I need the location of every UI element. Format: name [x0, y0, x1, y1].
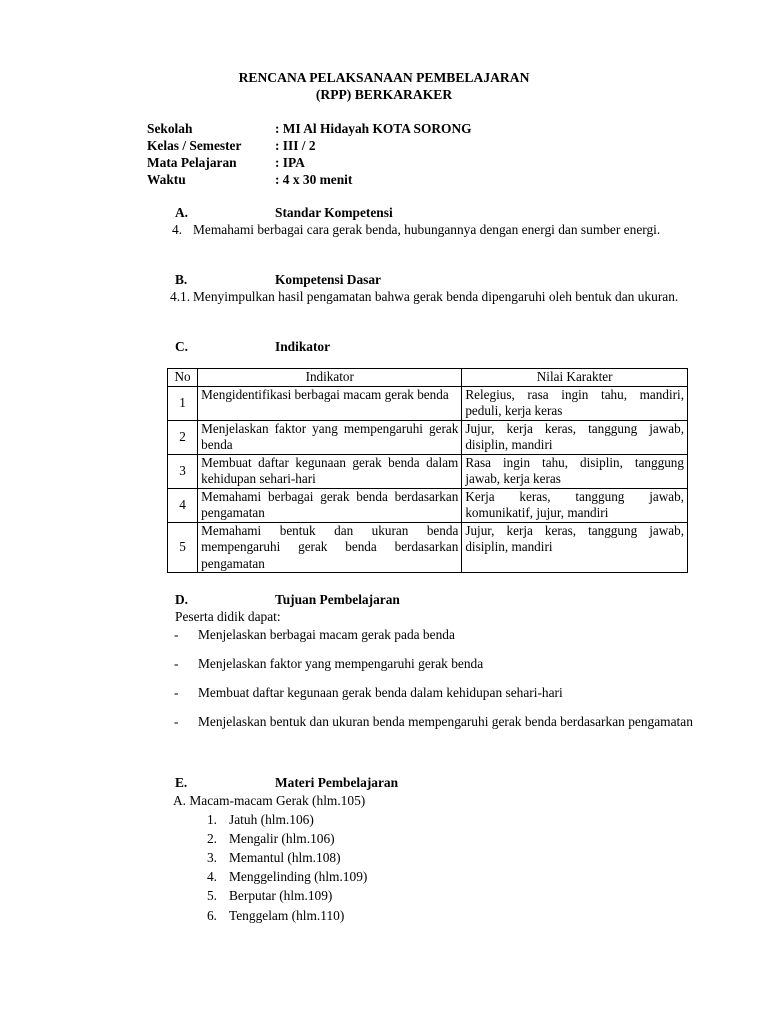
list-bullet: -	[174, 656, 179, 671]
section-a-letter: A.	[175, 205, 189, 220]
table-row	[168, 386, 688, 420]
cell-nilai: Rasa ingin tahu, disiplin, tanggung jawab, kerja keras	[462, 454, 688, 488]
document-title-line1: RENCANA PELAKSANAAN PEMBELAJARAN	[238, 70, 530, 85]
header-indikator: Indikator	[198, 369, 462, 387]
cell-no: 5	[168, 522, 198, 573]
indikator-table	[167, 368, 688, 573]
section-b-letter: B.	[175, 272, 188, 287]
section-d-intro: Peserta didik dapat:	[175, 609, 281, 624]
section-e-letter: E.	[175, 775, 188, 790]
list-item: Menggelinding (hlm.109)	[229, 869, 368, 884]
cell-nilai: Jujur, kerja keras, tanggung jawab, disiplin, mandiri	[462, 420, 688, 454]
table-header-row	[168, 369, 688, 387]
section-b-number: 4.1.	[170, 289, 191, 304]
list-number: 5.	[206, 888, 217, 903]
section-c-title: Indikator	[275, 339, 331, 354]
info-label-mapel: Mata Pelajaran	[147, 155, 237, 170]
info-value-sekolah: : MI Al Hidayah KOTA SORONG	[275, 121, 472, 136]
list-number: 3.	[206, 850, 217, 865]
cell-no: 3	[168, 454, 198, 488]
cell-indikator: Memahami bentuk dan ukuran benda mempengaruhi gerak benda berdasarkan pengamatan	[198, 522, 462, 573]
list-item: Menjelaskan berbagai macam gerak pada benda	[198, 627, 455, 642]
section-a-text: Memahami berbagai cara gerak benda, hubungannya dengan energi dan sumber energi.	[193, 222, 661, 237]
list-item: Menjelaskan bentuk dan ukuran benda mempengaruhi gerak benda berdasarkan pengamatan	[198, 714, 693, 729]
cell-nilai: Kerja keras, tanggung jawab, komunikatif, jujur, mandiri	[462, 488, 688, 522]
cell-indikator: Menjelaskan faktor yang mempengaruhi gerak benda	[198, 420, 462, 454]
cell-indikator: Mengidentifikasi berbagai macam gerak benda	[198, 386, 462, 420]
info-label-waktu: Waktu	[147, 172, 186, 187]
section-c-letter: C.	[175, 339, 189, 354]
list-item: Tenggelam (hlm.110)	[229, 908, 345, 923]
info-value-kelas: : III / 2	[275, 138, 316, 153]
document-title-line2: (RPP) BERKARAKER	[315, 87, 453, 102]
cell-no: 4	[168, 488, 198, 522]
list-number: 2.	[206, 831, 217, 846]
table-row	[168, 454, 688, 488]
section-d-letter: D.	[175, 592, 189, 607]
section-b-title: Kompetensi Dasar	[275, 272, 382, 287]
header-nilai-karakter: Nilai Karakter	[462, 369, 688, 387]
section-b-text: Menyimpulkan hasil pengamatan bahwa gerak benda dipengaruhi oleh bentuk dan ukuran.	[193, 289, 679, 304]
list-item: Jatuh (hlm.106)	[229, 812, 314, 827]
section-a-number: 4.	[172, 222, 183, 237]
info-value-mapel: : IPA	[275, 155, 305, 170]
table-row	[168, 420, 688, 454]
list-item: Menjelaskan faktor yang mempengaruhi gerak benda	[198, 656, 484, 671]
cell-no: 2	[168, 420, 198, 454]
section-d-title: Tujuan Pembelajaran	[275, 592, 400, 607]
list-bullet: -	[174, 714, 179, 729]
list-number: 4.	[206, 869, 217, 884]
list-item: Memantul (hlm.108)	[229, 850, 341, 865]
cell-nilai: Relegius, rasa ingin tahu, mandiri, peduli, kerja keras	[462, 386, 688, 420]
list-item: Membuat daftar kegunaan gerak benda dalam kehidupan sehari-hari	[198, 685, 563, 700]
list-number: 1.	[206, 812, 217, 827]
table-row	[168, 488, 688, 522]
list-item: Mengalir (hlm.106)	[229, 831, 335, 846]
info-label-kelas: Kelas / Semester	[147, 138, 242, 153]
info-label-sekolah: Sekolah	[147, 121, 193, 136]
cell-indikator: Memahami berbagai gerak benda berdasarkan pengamatan	[198, 488, 462, 522]
cell-nilai: Jujur, kerja keras, tanggung jawab, disiplin, mandiri	[462, 522, 688, 573]
header-no: No	[168, 369, 198, 387]
list-item: Berputar (hlm.109)	[229, 888, 333, 903]
section-e-title: Materi Pembelajaran	[275, 775, 399, 790]
cell-indikator: Membuat daftar kegunaan gerak benda dalam kehidupan sehari-hari	[198, 454, 462, 488]
list-number: 6.	[206, 908, 217, 923]
cell-no: 1	[168, 386, 198, 420]
info-value-waktu: : 4 x 30 menit	[275, 172, 353, 187]
section-e-subheading: A. Macam-macam Gerak (hlm.105)	[173, 793, 366, 808]
list-bullet: -	[174, 685, 179, 700]
table-row	[168, 522, 688, 573]
section-a-title: Standar Kompetensi	[275, 205, 393, 220]
list-bullet: -	[174, 627, 179, 642]
